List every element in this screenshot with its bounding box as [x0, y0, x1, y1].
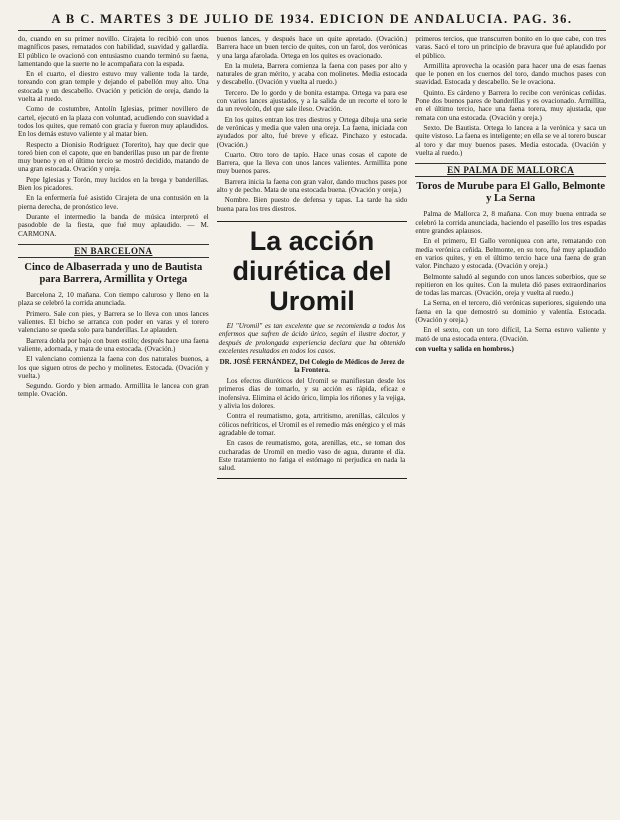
paragraph: En la muleta, Barrera comienza la faena con pases por alto y naturales de gran mérito, y acaba con molinetes. Media estocada y descabello. (Ovación y vuelta al ruedo.) — [216, 61, 408, 87]
paragraph: En los quites entran los tres diestros y Ortega dibuja una serie de verónicas y media que valen una oreja. La faena, iniciada con ayudados por alto, fué breve y eficaz. Pinchazo y estocada. (Ovación.) — [216, 115, 408, 149]
paragraph: En la enfermería fué asistido Cirajeta de una contusión en la pierna derecha, de pronóstico leve. — [18, 194, 209, 211]
page-header: A B C. MARTES 3 DE JULIO DE 1934. EDICION DE ANDALUCIA. PAG. 36. — [18, 12, 606, 31]
section-heading-barcelona: EN BARCELONA — [18, 244, 209, 258]
paragraph: Como de costumbre, Antolín Iglesias, primer novillero de cartel, ejecutó en la plaza con voluntad, acudiendo con suavidad a todos los quites, que remató con gracia y fueron muy aplaudidos. En los demás estuvo valiente y al matar bien. — [18, 105, 209, 139]
paragraph: Palma de Mallorca 2, 8 mañana. Con muy buena entrada se celebró la corrida anunciada, haciendo el paseíllo los tres espadas entre grandes aplausos. — [415, 210, 607, 236]
paragraph: Belmonte saludó al segundo con unos lances soberbios, que se repitieron en los quites. Con la muleta dió pases extraordinarios de todas las marcas. (Ovación, oreja y vuelta al ruedo.) — [415, 272, 607, 298]
paragraph: Sexto. De Bautista. Ortega lo lancea a la verónica y saca un quite vistoso. La faena es inteligente; en ella se ve al torero buscar al toro y dar muy buenos pases. Media estocada. (Ovación y vuelta al ruedo.) — [415, 123, 607, 157]
paragraph: Los efectos diuréticos del Uromil se manifiestan desde los primeros días de tomarlo, y su acción es rápida, eficaz e inofensiva. Elimina el ácido úrico, limpia los riñones y la vejiga, y alivia los dolores. — [218, 377, 406, 411]
paragraph: Primero. Sale con pies, y Barrera se lo lleva con unos lances valientes. El bicho se arranca con poder en varas y el torero valenciano se queda solo para banderillas. Le aplauden. — [18, 309, 209, 335]
paragraph: Tercero. De lo gordo y de bonita estampa. Ortega va para ese con varios lances ajustados, y a la salida de un recorte el toro le da un revolcón, del que sale ileso. Ovación. — [216, 88, 408, 114]
section-heading-palma: EN PALMA DE MALLORCA — [415, 163, 606, 177]
paragraph: En el cuarto, el diestro estuvo muy valiente toda la tarde, toreando con gran temple y dejando el pabellón muy alto. Una estocada y un descabello. Ovación y petición de oreja, dando la vuelta al ruedo. — [18, 70, 209, 104]
paragraph: Quinto. Es cárdeno y Barrera lo recibe con verónicas ceñidas. Pone dos buenos pares de banderillas y es ovacionado. Armillita, en el último tercio, hace una faena torera, muy ajustada, que remata con una estocada. (Ovación y oreja.) — [415, 88, 607, 122]
column-2 — [217, 35, 408, 813]
ad-signature: DR. JOSÉ FERNÁNDEZ, Del Colegio de Médicos de Jerez de la Frontera. — [219, 358, 405, 375]
ad-lead: El "Uromil" es tan excelente que se recomienda a todos los enfermos que sufren de ácido úrico, según el ilustre doctor, y después de prolongada experiencia declara que ha obtenido excelentes resultados en todos los casos. — [218, 321, 406, 355]
article-headline-barcelona: Cinco de Albaserrada y uno de Bautista para Barrera, Armillita y Ortega — [24, 262, 203, 286]
closing-line: con vuelta y salida en hombros.) — [415, 344, 514, 353]
ad-body — [219, 377, 406, 472]
paragraph: Barrera inicia la faena con gran valor, dando muchos pases por alto y de pecho. Mata de una estocada buena. (Ovación y oreja.) — [216, 177, 408, 195]
paragraph: buenos lances, y después hace un quite apretado. (Ovación.) Barrera hace un buen tercio de quites, con un farol, dos verónicas y una larga afarolada. Ortega en los quites es ovacionado. — [216, 35, 408, 60]
paragraph: Respecto a Dionisio Rodríguez (Torerito), hay que decir que toreó bien con el capote, que en banderillas puso un par de frente muy bueno y en el último tercio se mostró decidido, matando de una gran estocada. Ovación y oreja. — [18, 140, 209, 174]
paragraph: Armillita aprovecha la ocasión para hacer una de esas faenas que le ponen en los cuernos del toro, dando muchos pases con suavidad. Estocada y descabello. Se le ovaciona. — [415, 61, 607, 87]
article-headline-palma: Toros de Murube para El Gallo, Belmonte y La Serna — [416, 181, 606, 205]
paragraph: Barcelona 2, 10 mañana. Con tiempo caluroso y lleno en la plaza se celebró la corrida anunciada. — [18, 291, 209, 308]
paragraph: Durante el intermedio la banda de música interpretó el pasodoble de la fiesta, que fué muy aplaudido. — M. CARMONA. — [18, 212, 209, 238]
paragraph: Cuarto. Otro toro de tapío. Hace unas cosas el capote de Barrera, que la lleva con unos lances valientes. Armillita pone muy buenos pares. — [216, 150, 408, 176]
paragraph: El valenciano comienza la faena con dos naturales buenos, a los que siguen otros de pecho y molinetes. Estocada. (Ovación y vuelta.) — [18, 355, 209, 380]
paragraph: En el sexto, con un toro difícil, La Serna estuvo valiente y mató de una estocada entera. (Ovación. — [415, 326, 607, 343]
ad-title: La acción diurética del Uromil — [232, 225, 392, 316]
paragraph: Contra el reumatismo, gota, artritismo, arenillas, cálculos y cólicos nefríticos, el Uromil es el remedio más enérgico y el más agradable de tomar. — [218, 412, 406, 437]
column-3 — [415, 35, 606, 813]
paragraph: Nombre. Bien puesto de defensa y tapas. La tarde ha sido buena para los tres diestros. — [216, 196, 408, 213]
uromil-advertisement — [217, 221, 408, 479]
paragraph: Pepe Iglesias y Torón, muy lucidos en la brega y banderillas. Bien los picadores. — [18, 175, 209, 193]
paragraph: En casos de reumatismo, gota, arenillas, etc., se toman dos cucharadas de Uromil en medio vaso de agua, durante el día. Este tratamiento no fatiga el estómago ni perjudica en nada la salud. — [218, 439, 406, 473]
paragraph: Segundo. Gordo y bien armado. Armillita le lancea con gran temple. Ovación. — [18, 382, 209, 399]
columns — [18, 35, 606, 813]
paragraph: primeros tercios, que transcurren bonito en lo que cabe, con tres varas. Sacó el toro un principio de bravura que fué aplaudido por el público. — [415, 35, 607, 60]
paragraph: do, cuando en su primer novillo. Cirajeta lo recibió con unos magníficos pases, rematados con habilidad, suavidad y gallardía. El público le ovacionó con entusiasmo cuando terminó su faena, lamentando que la suerte no le acompañara con la espada. — [18, 35, 209, 68]
paragraph: En el primero, El Gallo veroniquea con arte, rematando con media verónica ceñida. Belmonte, en su toro, fué muy aplaudido en varios quites, y en el último tercio hace una faena de gran valor. Pinchazo y estocada. (Ovación y oreja.) — [415, 237, 607, 271]
paragraph: La Serna, en el tercero, dió verónicas superiores, siguiendo una faena en la que demostró su dominio y valentía. Estocada. (Ovación y oreja.) — [415, 299, 607, 325]
column-1 — [18, 35, 209, 813]
paragraph: Barrera dobla por bajo con buen estilo; después hace una faena valiente, adornada, y mata de una estocada. (Ovación.) — [18, 336, 209, 353]
